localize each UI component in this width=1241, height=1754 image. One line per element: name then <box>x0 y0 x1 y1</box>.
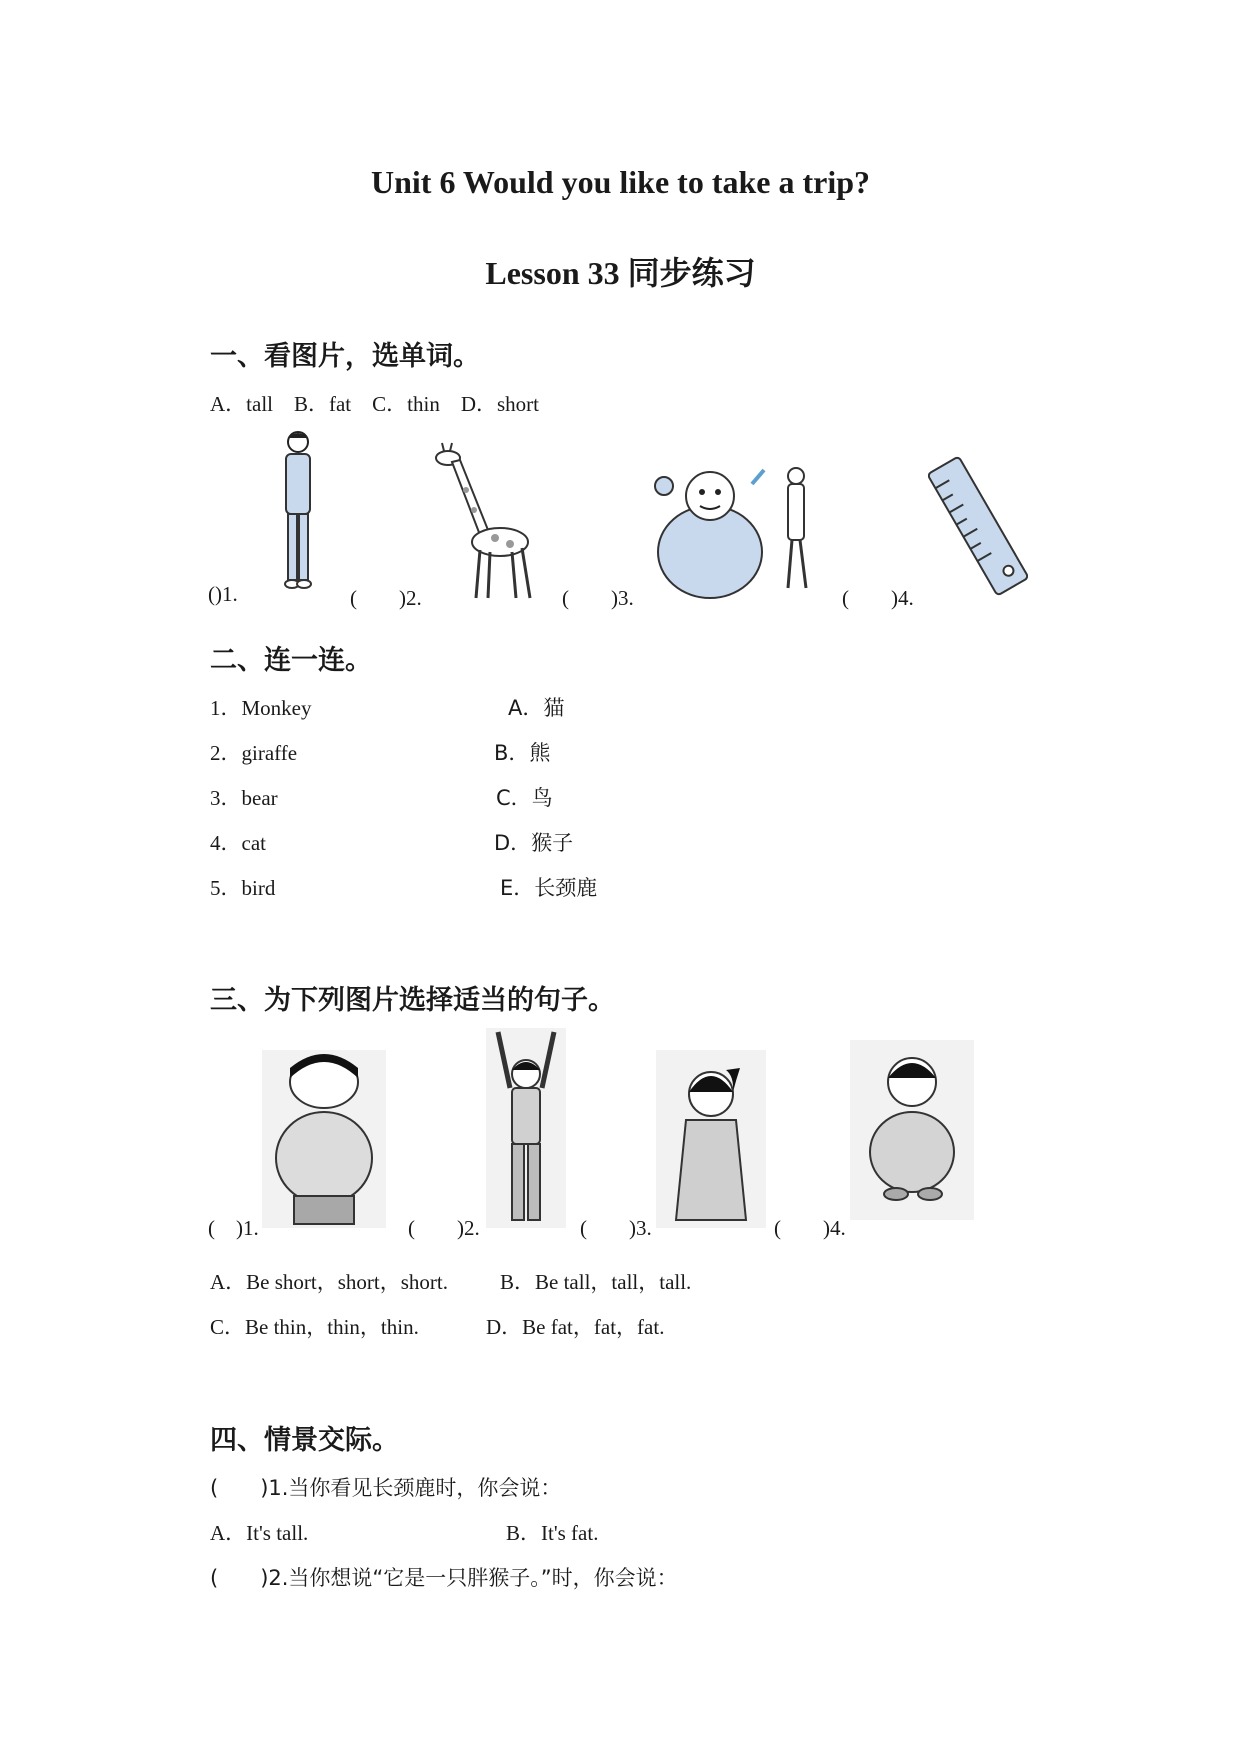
q3-1-label: ( )1. <box>208 1216 259 1240</box>
section-1-options: A．tall B．fat C．thin D．short <box>210 392 539 416</box>
sentence-option-b: B．Be tall，tall，tall. <box>500 1270 692 1294</box>
ruler-image <box>928 452 1028 600</box>
match-left-item: 5．bird <box>210 876 276 900</box>
sentence-option-d: D．Be fat，fat，fat. <box>486 1315 665 1339</box>
page-title: Unit 6 Would you like to take a trip? <box>370 164 871 200</box>
match-left-item: 4．cat <box>210 831 266 855</box>
q3-2-label: ( )2. <box>408 1216 480 1240</box>
match-right-item: E．长颈鹿 <box>500 876 598 900</box>
dialogue-question-2: ( )2.当你想说“它是一只胖猴子。”时，你会说： <box>210 1566 678 1590</box>
match-right-item: B．熊 <box>494 741 551 765</box>
match-right-item: C．鸟 <box>496 786 553 810</box>
q1-4-label: ( )4. <box>842 586 914 610</box>
section-1-heading: 一、看图片，选单词。 <box>210 341 480 372</box>
section-3-heading: 三、为下列图片选择适当的句子。 <box>210 985 615 1016</box>
sentence-option-a: A．Be short，short，short. <box>210 1270 448 1294</box>
q1-1-label: ()1. <box>208 582 238 606</box>
match-left-item: 3．bear <box>210 786 278 810</box>
dialogue-q1-option-a: A．It's tall. <box>210 1521 309 1545</box>
thin-girl-image <box>656 1050 766 1228</box>
match-right-item: A．猫 <box>508 696 565 720</box>
match-left-item: 1．Monkey <box>210 696 312 720</box>
tall-boy-image <box>486 1028 566 1228</box>
q1-3-label: ( )3. <box>562 586 634 610</box>
q3-3-label: ( )3. <box>580 1216 652 1240</box>
q1-2-label: ( )2. <box>350 586 422 610</box>
short-boy-image <box>850 1040 974 1220</box>
fat-boy-image <box>262 1050 386 1228</box>
section-4-heading: 四、情景交际。 <box>210 1425 399 1456</box>
match-right-item: D．猴子 <box>494 831 574 855</box>
giraffe-image <box>430 440 545 605</box>
dialogue-q1-option-b: B．It's fat. <box>506 1521 599 1545</box>
match-left-item: 2．giraffe <box>210 741 298 765</box>
sentence-option-c: C．Be thin，thin，thin. <box>210 1315 419 1339</box>
dialogue-question-1: ( )1.当你看见长颈鹿时，你会说： <box>210 1476 562 1500</box>
fat-man-thin-man-image <box>648 462 820 604</box>
tall-man-image <box>268 428 328 598</box>
page-subtitle: Lesson 33 同步练习 <box>485 255 756 291</box>
section-2-heading: 二、连一连。 <box>210 645 372 676</box>
q3-4-label: ( )4. <box>774 1216 846 1240</box>
